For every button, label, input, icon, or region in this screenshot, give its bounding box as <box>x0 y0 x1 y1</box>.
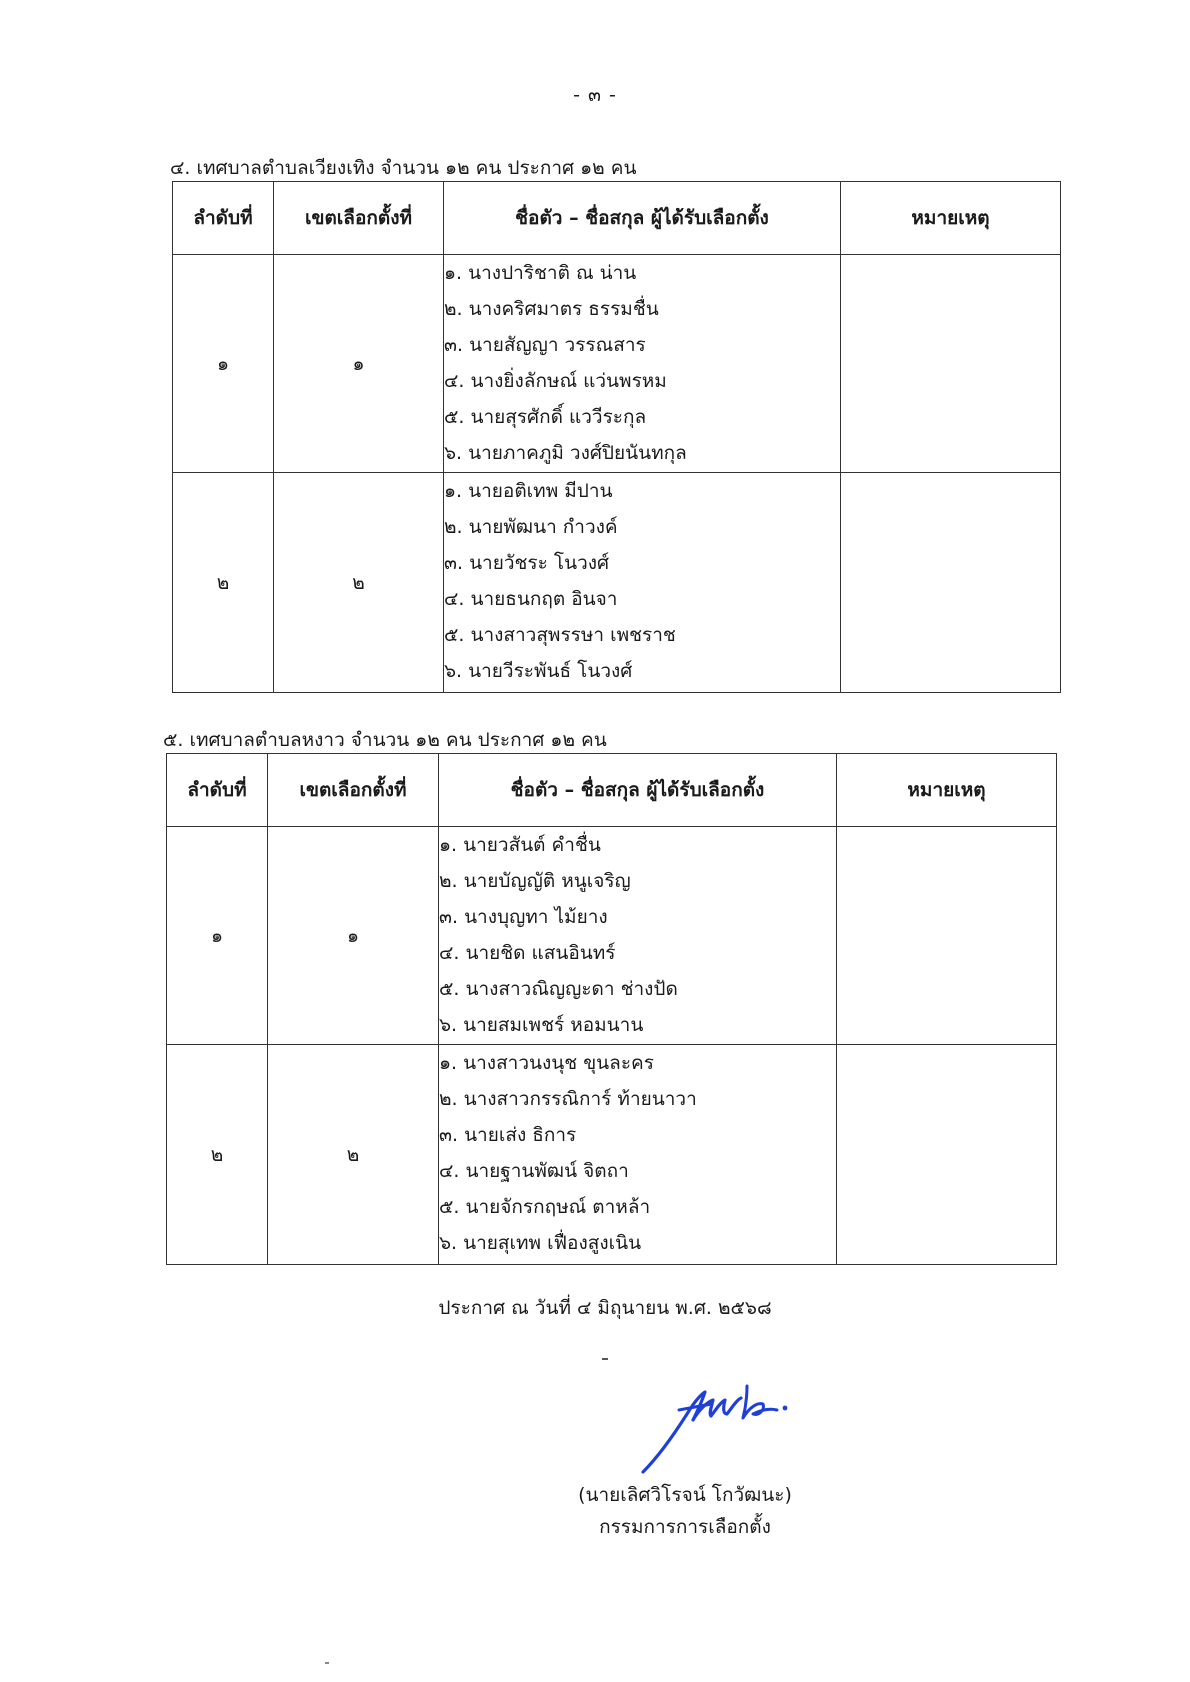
names-cell <box>439 827 837 1045</box>
header-names: ชื่อตัว – ชื่อสกุล ผู้ได้รับเลือกตั้ง <box>444 182 841 255</box>
header-order: ลำดับที่ <box>173 182 274 255</box>
elected-name: ๑. นางปาริชาติ ณ น่าน <box>444 262 637 284</box>
results-table-ngao <box>166 753 1057 1265</box>
header-district: เขตเลือกตั้งที่ <box>274 182 444 255</box>
page-number: - ๓ - <box>573 84 617 106</box>
order-cell: ๑ <box>173 255 274 473</box>
table-row <box>167 1045 1057 1265</box>
remark-cell <box>841 255 1061 473</box>
elected-name: ๑. นายอติเทพ มีปาน <box>444 480 613 502</box>
signer-title: กรรมการการเลือกตั้ง <box>599 1516 771 1538</box>
elected-name: ๓. นางบุญทา ไม้ยาง <box>439 906 608 928</box>
section-title-ngao: ๕. เทศบาลตำบลหงาว จำนวน ๑๒ คน ประกาศ ๑๒ คน <box>163 729 607 751</box>
results-table-wiang-thoeng <box>172 181 1061 693</box>
header-district: เขตเลือกตั้งที่ <box>268 754 439 827</box>
elected-name: ๓. นายสัญญา วรรณสาร <box>444 334 646 356</box>
district-cell: ๑ <box>274 255 444 473</box>
order-cell: ๒ <box>167 1045 268 1265</box>
elected-name: ๖. นายสุเทพ เฟื่องสูงเนิน <box>439 1232 642 1254</box>
elected-name: ๒. นายบัญญัติ หนูเจริญ <box>439 870 631 892</box>
header-order: ลำดับที่ <box>167 754 268 827</box>
elected-name: ๔. นายชิด แสนอินทร์ <box>439 942 616 964</box>
elected-name: ๓. นายวัชระ โนวงศ์ <box>444 552 610 574</box>
handwritten-signature <box>635 1370 805 1480</box>
scan-speck <box>325 1662 329 1664</box>
elected-name: ๖. นายสมเพชร์ หอมนาน <box>439 1014 644 1036</box>
ink-mark <box>602 1358 608 1360</box>
remark-cell <box>841 473 1061 693</box>
elected-name: ๑. นายวสันต์ คำชื่น <box>439 834 601 856</box>
elected-name: ๔. นายฐานพัฒน์ จิตถา <box>439 1160 629 1182</box>
elected-name: ๕. นายสุรศักดิ์ แววีระกุล <box>444 406 647 428</box>
elected-name: ๖. นายวีระพันธ์ โนวงศ์ <box>444 660 633 682</box>
signature-stroke <box>679 1404 711 1410</box>
elected-name: ๔. นางยิ่งลักษณ์ แว่นพรหม <box>444 370 667 392</box>
order-cell: ๑ <box>167 827 268 1045</box>
signature-dot <box>783 1406 788 1411</box>
names-cell <box>439 1045 837 1265</box>
elected-name: ๔. นายธนกฤต อินจา <box>444 588 618 610</box>
names-cell <box>444 255 841 473</box>
remark-cell <box>837 827 1057 1045</box>
remark-cell <box>837 1045 1057 1265</box>
signer-name: (นายเลิศวิโรจน์ โกวัฒนะ) <box>578 1484 792 1506</box>
header-remark: หมายเหตุ <box>837 754 1057 827</box>
signature-stroke <box>643 1392 741 1472</box>
elected-name: ๒. นางสาวกรรณิการ์ ท้ายนาวา <box>439 1088 697 1110</box>
header-remark: หมายเหตุ <box>841 182 1061 255</box>
table-row <box>167 827 1057 1045</box>
signature-stroke <box>743 1386 777 1418</box>
district-cell: ๒ <box>268 1045 439 1265</box>
header-names: ชื่อตัว – ชื่อสกุล ผู้ได้รับเลือกตั้ง <box>439 754 837 827</box>
district-cell: ๒ <box>274 473 444 693</box>
section-title-wiang-thoeng: ๔. เทศบาลตำบลเวียงเทิง จำนวน ๑๒ คน ประกาศ ๑๒ คน <box>170 157 637 179</box>
elected-name: ๕. นางสาวณิญญะดา ช่างปัด <box>439 978 678 1000</box>
table-header-row <box>167 754 1057 827</box>
announcement-date: ประกาศ ณ วันที่ ๔ มิถุนายน พ.ศ. ๒๕๖๘ <box>438 1297 772 1319</box>
elected-name: ๓. นายเส่ง ธิการ <box>439 1124 577 1146</box>
table-row <box>173 255 1061 473</box>
elected-name: ๒. นางคริศมาตร ธรรมชื่น <box>444 298 659 320</box>
elected-name: ๕. นายจักรกฤษณ์ ตาหล้า <box>439 1196 651 1218</box>
elected-name: ๕. นางสาวสุพรรษา เพชราช <box>444 624 676 646</box>
district-cell: ๑ <box>268 827 439 1045</box>
names-cell <box>444 473 841 693</box>
table-header-row <box>173 182 1061 255</box>
table-row <box>173 473 1061 693</box>
elected-name: ๖. นายภาคภูมิ วงศ์ปิยนันทกุล <box>444 442 687 464</box>
elected-name: ๒. นายพัฒนา กำวงค์ <box>444 516 618 538</box>
elected-name: ๑. นางสาวนงนุช ขุนละคร <box>439 1052 654 1074</box>
order-cell: ๒ <box>173 473 274 693</box>
